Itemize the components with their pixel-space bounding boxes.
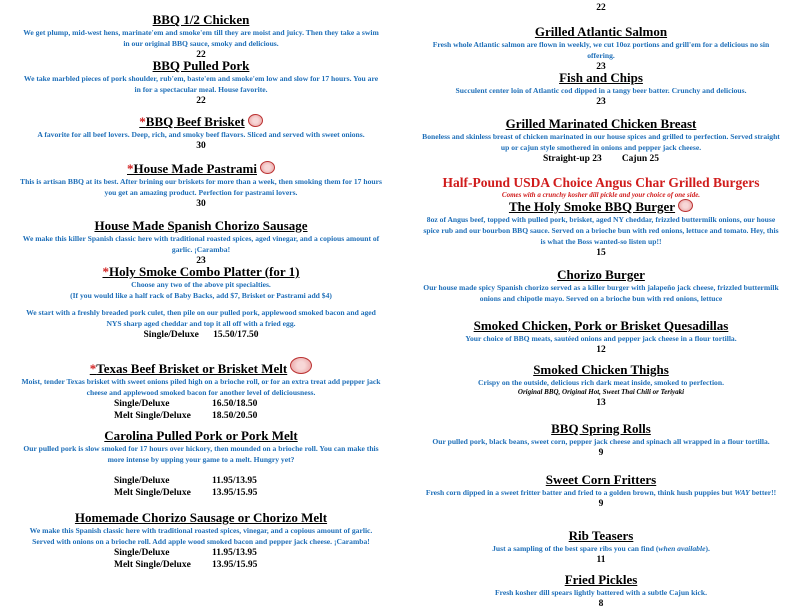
signature-stamp-icon: [678, 199, 693, 212]
item-description: We make this killer Spanish classic here with traditional roasted spices, aged vinegar, and a copious amount of garlic. ¡Caramba!: [22, 234, 380, 254]
item-title: BBQ 1/2 Chicken: [152, 12, 250, 27]
star-marker: *: [139, 114, 146, 129]
continued-price: [420, 2, 782, 14]
item-description: We take marbled pieces of pork shoulder, rub'em, baste'em and smoke'em low and slow for 17 hours. You are in for a spectacular meal. House favorite.: [23, 74, 379, 94]
price-label: Melt Single/Deluxe: [114, 488, 191, 498]
burgers-section-header: [420, 175, 782, 200]
menu-item-fried-pickles: [420, 572, 782, 609]
item-description: Your choice of BBQ meats, sautéed onions and pepper jack cheese in a flour tortilla.: [465, 334, 737, 343]
price-row: [18, 559, 384, 571]
price-label: Melt Single/Deluxe: [114, 560, 191, 570]
item-price: 23: [596, 97, 606, 107]
menu-item-holy-smoke-bbq-burger: [420, 199, 782, 259]
item-description: We make this Spanish classic here with traditional roasted spices, vinegar, and a copious amount of garlic. Served with onions on a brioche roll. Add apple wood smoked bacon and pepper jack cheese. ¡Caramba!: [29, 526, 373, 546]
item-description: [420, 487, 782, 498]
item-price: 15: [596, 248, 606, 258]
item-title: Sweet Corn Fritters: [545, 472, 657, 487]
desc-emphasis: WAY: [734, 488, 750, 497]
item-title: BBQ Spring Rolls: [551, 421, 651, 436]
item-price: 8: [598, 599, 604, 609]
item-description: [420, 543, 782, 554]
item-description: Fresh kosher dill spears lightly battered with a subtle Cajun kick.: [494, 588, 708, 597]
menu-item-rib-teasers: [420, 528, 782, 566]
signature-stamp-icon: [290, 357, 312, 374]
item-title: Homemade Chorizo Sausage or Chorizo Melt: [74, 510, 328, 525]
price-value: 11.95/13.95: [212, 476, 257, 486]
item-price: 11: [596, 555, 606, 565]
price-row: [18, 487, 384, 499]
menu-item-pork-cutlet-sandwich: [18, 307, 384, 341]
item-title: Smoked Chicken Thighs: [533, 362, 669, 377]
item-price: 23: [196, 256, 206, 266]
item-price: 22: [196, 50, 206, 60]
menu-item-quesadillas: [420, 318, 782, 356]
item-title-text: BBQ Beef Brisket: [145, 114, 245, 129]
star-marker: *: [89, 361, 97, 376]
item-title: [18, 114, 384, 129]
item-price: 9: [598, 448, 604, 458]
menu-item-carolina-pulled-pork: [18, 428, 384, 499]
item-description: Fresh whole Atlantic salmon are flown in weekly, we cut 10oz portions and grill'em for a delicious no sin offering.: [432, 40, 770, 60]
item-price: 23: [596, 62, 606, 72]
price-cajun: Cajun 25: [621, 154, 660, 164]
item-description: 8oz of Angus beef, topped with pulled pork, brisket, aged NY cheddar, frizzled buttermilk onions, our house spice rub and our bourbon BBQ sauce. Served on a brioche bun with red onions, lettuce and tomato. Hey, this is what the Boss wanted-so listen up!!: [423, 215, 779, 246]
item-price: 9: [598, 499, 604, 509]
sauce-options: Original BBQ, Original Hot, Sweet Thai Chili or Teriyaki: [517, 388, 685, 396]
menu-item-homemade-chorizo: [18, 510, 384, 571]
section-subtitle: Comes with a crunchy kosher dill pickle and your choice of one side.: [501, 191, 701, 199]
menu-item-spanish-chorizo-sausage: [18, 218, 384, 267]
menu-item-grilled-chicken-breast: [420, 116, 782, 165]
item-price: 13: [596, 398, 606, 408]
menu-item-bbq-spring-rolls: [420, 421, 782, 459]
price-label: Single/Deluxe: [114, 399, 170, 409]
price-value: 13.95/15.95: [212, 560, 258, 570]
item-price: 30: [196, 141, 206, 151]
item-description: Succulent center loin of Atlantic cod dipped in a tangy beer batter. Crunchy and delicious.: [455, 86, 747, 95]
item-price: 12: [596, 345, 606, 355]
item-description: Choose any two of the above pit specialties.: [131, 280, 271, 289]
signature-stamp-icon: [260, 161, 275, 174]
item-title: Grilled Atlantic Salmon: [534, 24, 668, 39]
item-title: Grilled Marinated Chicken Breast: [505, 116, 697, 131]
item-title-text: House Made Pastrami: [133, 161, 257, 176]
desc-text-end: ).: [705, 544, 710, 553]
item-title: Carolina Pulled Pork or Pork Melt: [104, 428, 298, 443]
item-price: 22: [596, 3, 606, 13]
price-row: [18, 410, 384, 422]
item-description: We get plump, mid-west hens, marinate'em and smoke'em till they are moist and juicy. Then they take a swim in our original BBQ sauce, smoky and delicious.: [23, 28, 379, 48]
item-price: Single/Deluxe 15.50/17.50: [143, 330, 259, 340]
item-title-text: Holy Smoke Combo Platter (for 1): [108, 264, 300, 279]
item-price: 22: [196, 96, 206, 106]
menu-item-sweet-corn-fritters: [420, 472, 782, 510]
item-title: Chorizo Burger: [557, 267, 645, 282]
desc-emphasis: when available: [658, 544, 706, 553]
item-description-note: (If you would like a half rack of Baby Backs, add $7, Brisket or Pastrami add $4): [70, 291, 332, 300]
menu-item-chorizo-burger: [420, 267, 782, 301]
price-straight-up: Straight-up 23: [542, 154, 602, 164]
menu-item-fish-and-chips: [420, 70, 782, 108]
price-value: 11.95/13.95: [212, 548, 257, 558]
price-value: 16.50/18.50: [212, 399, 258, 409]
star-marker: *: [102, 264, 109, 279]
item-description: This is artisan BBQ at its best. After brining our briskets for more than a week, then smoking them for 17 hours you get an amazing product. Perfection for pastrami lovers.: [20, 177, 382, 197]
menu-item-smoked-chicken-thighs: [420, 362, 782, 409]
menu-item-texas-beef-brisket: [18, 357, 384, 422]
menu-item-house-made-pastrami: [18, 161, 384, 210]
item-title-text: Texas Beef Brisket or Brisket Melt: [96, 361, 288, 376]
price-label: Melt Single/Deluxe: [114, 411, 191, 421]
menu-item-grilled-atlantic-salmon: [420, 24, 782, 73]
section-title: Half-Pound USDA Choice Angus Char Grilled Burgers: [442, 175, 760, 190]
item-description: Our pulled pork is slow smoked for 17 hours over hickory, then mounded on a brioche roll. You can make this more intense by upping your game to a melt. Hungry yet?: [23, 444, 379, 464]
price-label: Single/Deluxe: [114, 548, 170, 558]
price-value: 13.95/15.95: [212, 488, 258, 498]
item-description: Moist, tender Texas brisket with sweet onions piled high on a brioche roll, or for an extra treat add pepper jack cheese and applewood smoked bacon for another level of deliciousness.: [21, 377, 381, 397]
desc-text: Just a sampling of the best spare ribs you can find (: [492, 544, 659, 553]
item-title: [18, 264, 384, 279]
price-options: [420, 153, 782, 165]
item-title: Rib Teasers: [568, 528, 634, 543]
star-marker: *: [127, 161, 134, 176]
item-description: A favorite for all beef lovers. Deep, rich, and smoky beef flavors. Sliced and served with sweet onions.: [37, 130, 365, 139]
price-label: Single/Deluxe: [114, 476, 170, 486]
price-value: 18.50/20.50: [212, 411, 258, 421]
item-title: House Made Spanish Chorizo Sausage: [94, 218, 308, 233]
item-title: [420, 199, 782, 214]
item-description: Crispy on the outside, delicious rich dark meat inside, smoked to perfection.: [478, 378, 724, 387]
item-description: Our pulled pork, black beans, sweet corn, pepper jack cheese and spinach all wrapped in a flour tortilla.: [432, 437, 770, 446]
desc-text: Fresh corn dipped in a sweet fritter batter and fried to a golden brown, think hush puppies but: [425, 488, 735, 497]
desc-text-end: better!!: [749, 488, 777, 497]
menu-item-bbq-beef-brisket: [18, 114, 384, 152]
item-title: BBQ Pulled Pork: [152, 58, 250, 73]
item-price: 30: [196, 199, 206, 209]
menu-item-combo-platter: [18, 264, 384, 301]
item-title: [18, 357, 384, 376]
price-row: [18, 475, 384, 487]
menu-item-bbq-pulled-pork: [18, 58, 384, 107]
price-row: [18, 398, 384, 410]
item-title: Fried Pickles: [564, 572, 638, 587]
signature-stamp-icon: [248, 114, 263, 127]
item-title: Fish and Chips: [559, 70, 643, 85]
item-description: Our house made spicy Spanish chorizo served as a killer burger with jalapeño jack cheese, frizzled buttermilk onions and chipotle mayo. Served on a brioche bun with red onions, lettuce: [423, 283, 779, 303]
price-row: [18, 547, 384, 559]
item-title: Smoked Chicken, Pork or Brisket Quesadillas: [473, 318, 729, 333]
item-title: [18, 161, 384, 176]
menu-item-bbq-half-chicken: [18, 12, 384, 61]
item-description: We start with a freshly breaded pork culet, then pile on our pulled pork, applewood smoked bacon and aged NYS sharp aged cheddar and top it all off with a fried egg.: [26, 308, 376, 328]
item-description: Boneless and skinless breast of chicken marinated in our house spices and grilled to perfection. Served straight up or cajun style smothered in onions and pepper jack cheese.: [422, 132, 780, 152]
item-title-text: The Holy Smoke BBQ Burger: [508, 199, 676, 214]
